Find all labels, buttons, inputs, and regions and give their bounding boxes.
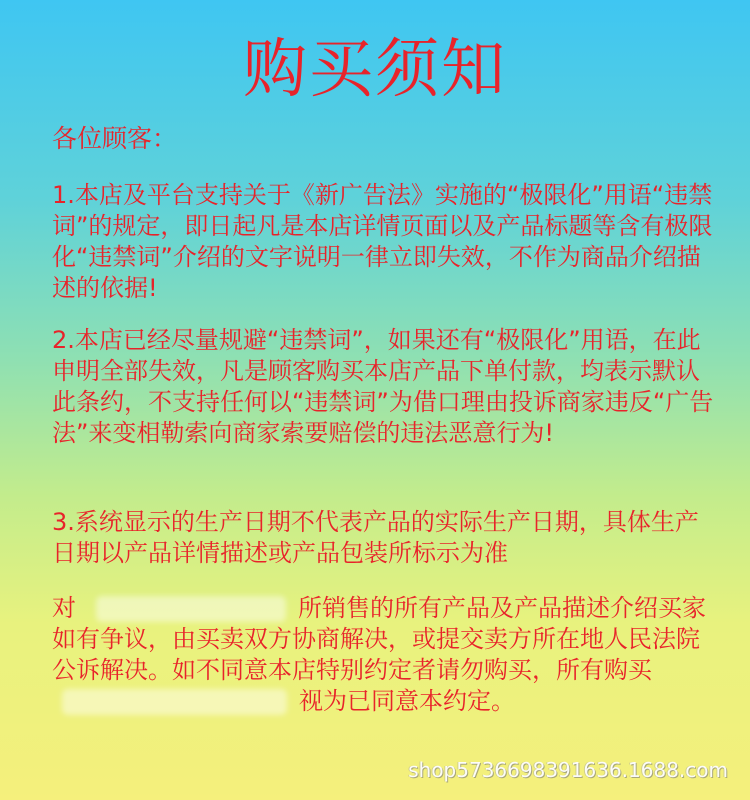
redacted-shop-name: [96, 596, 286, 622]
closing-text-start: 对: [52, 594, 76, 622]
shop-url-watermark: shop5736698391636.1688.com: [408, 758, 728, 782]
closing-text-middle: 所销售的所有产品及产品描述介绍买家如有争议，由买卖双方协商解决，或提交卖方所在地人民法院公诉解决。如不同意本店特别约定者请勿购买，所有购买: [52, 594, 706, 684]
greeting-text: 各位顾客：: [52, 124, 178, 153]
closing-paragraph: [52, 593, 720, 717]
notice-paragraph-3: 3.系统显示的生产日期不代表产品的实际生产日期，具体生产日期以产品详情描述或产品包装所标示为准: [52, 508, 699, 567]
notice-paragraph-2: 2.本店已经尽量规避“违禁词”，如果还有“极限化”用语，在此申明全部失效，凡是顾客购买本店产品下单付款，均表示默认此条约，不支持任何以“违禁词”为借口理由投诉商家违反“广告法”来变相勒索向商家索要赔偿的违法恶意行为!: [52, 326, 714, 447]
notice-paragraph-1: 1.本店及平台支持关于《新广告法》实施的“极限化”用语“违禁词”的规定，即日起凡是本店详情页面以及产品标题等含有极限化“违禁词”介绍的文字说明一律立即失效，不作为商品介绍描述的依据!: [52, 181, 713, 302]
redacted-text: [62, 689, 287, 715]
page-title: 购买须知: [243, 33, 507, 107]
closing-text-end: 视为已同意本约定。: [299, 687, 515, 715]
